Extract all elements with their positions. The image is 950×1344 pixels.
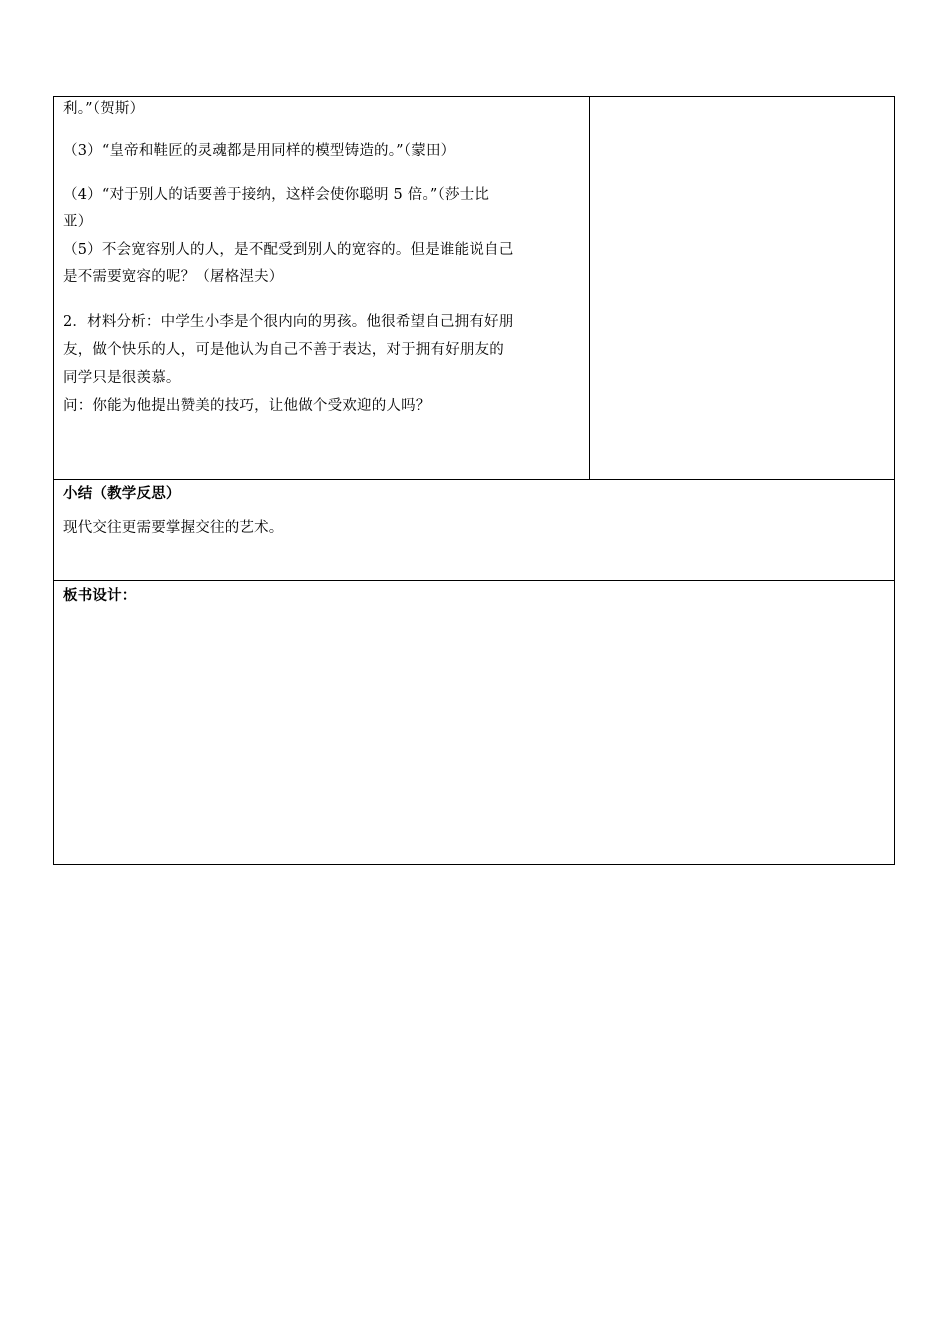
summary-row [54,480,894,581]
board-design-row [54,581,894,864]
quote-line-4: 亚） [63,214,93,230]
material-line-3: 同学只是很羡慕。 [63,370,181,386]
quote-line-3: （4）“对于别人的话要善于接纳，这样会使你聪明 5 倍。”（莎士比 [63,187,490,203]
material-line-1: 2．材料分析：中学生小李是个很内向的男孩。他很希望自己拥有好朋 [63,314,514,330]
material-line-2: 友，做个快乐的人，可是他认为自己不善于表达，对于拥有好朋友的 [63,342,504,358]
quote-line-2: （3）“皇帝和鞋匠的灵魂都是用同样的模型铸造的。”（蒙田） [63,143,456,159]
activity-content-cell [54,97,590,479]
quote-line-5: （5）不会宽容别人的人，是不配受到别人的宽容的。但是谁能说自己 [63,242,514,258]
quote-line-6: 是不需要宽容的呢？（屠格涅夫） [63,269,284,285]
notes-cell [590,97,894,479]
summary-text: 现代交往更需要掌握交往的艺术。 [63,520,284,536]
lesson-table [53,96,895,865]
material-question: 问：你能为他提出赞美的技巧，让他做个受欢迎的人吗？ [63,398,431,414]
board-heading: 板书设计： [63,588,137,604]
summary-heading: 小结（教学反思） [63,486,181,502]
quote-line-1: 利。”（贺斯） [63,101,145,117]
activity-row [54,97,894,480]
